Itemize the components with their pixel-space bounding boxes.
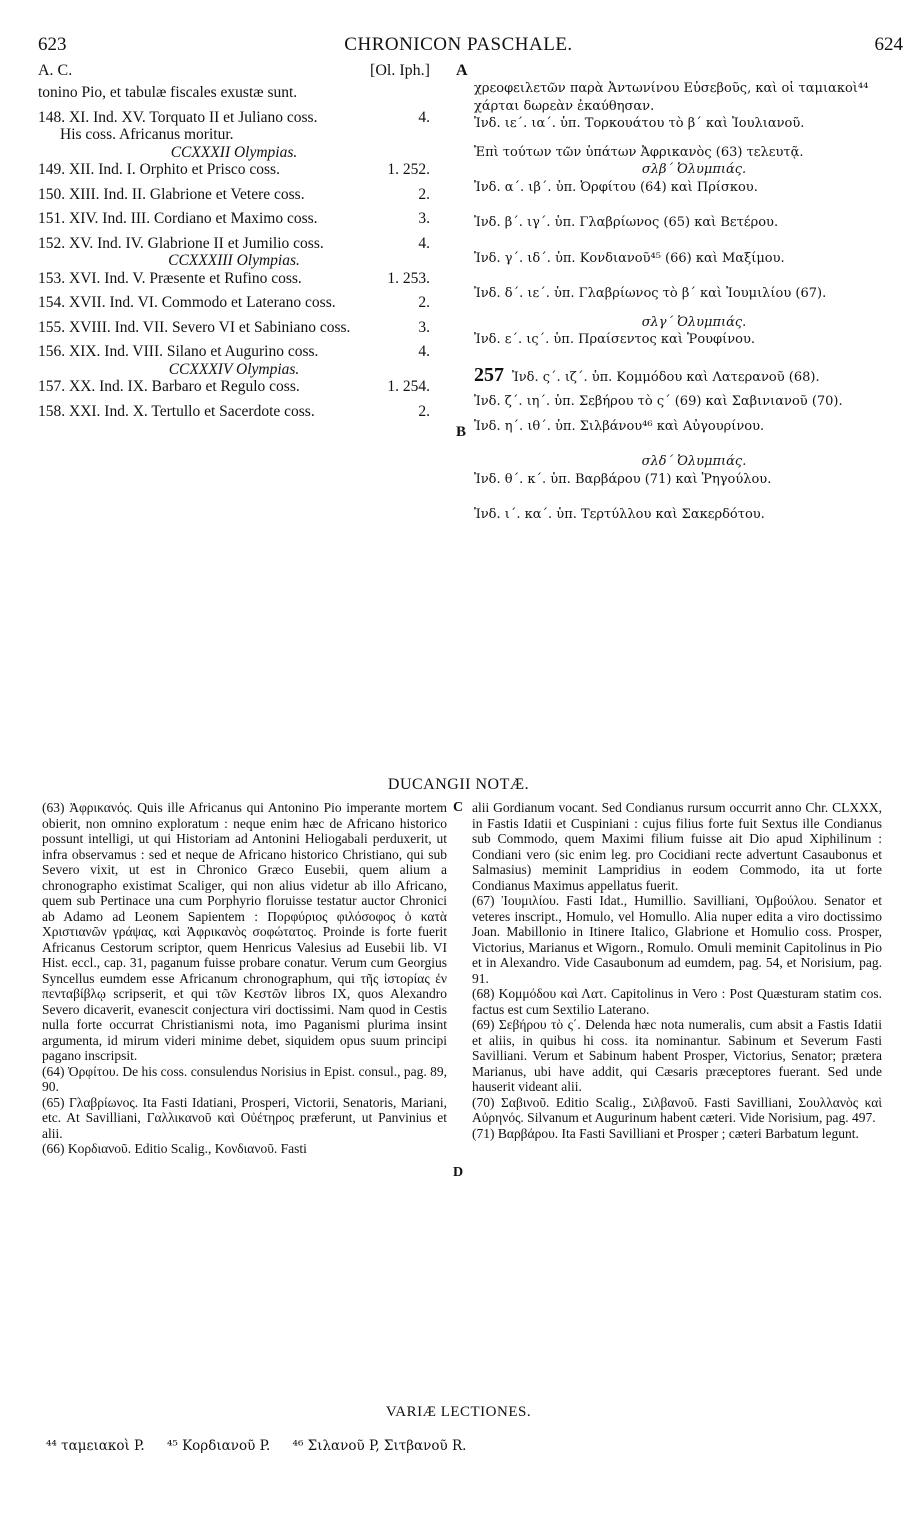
column-subheader <box>38 62 488 84</box>
latin-entry: 149. XII. Ind. I. Orphito et Prisco coss. 1. 252. <box>38 161 430 178</box>
latin-column <box>38 84 430 420</box>
latin-entry: 155. XVIII. Ind. VII. Severo VI et Sabiniano coss. 3. <box>38 318 430 336</box>
greek-line: Ἰνδ. ι΄. κα΄. ὑπ. Τερτύλλου καὶ Σακερδότου. <box>474 507 765 522</box>
note-paragraph: (63) Ἀφρικανός. Quis ille Africanus qui Antonino Pio imperante mortem obierit, non omnino exploratum : neque enim hæc de Africano historico possunt intelligi, ut qui Historiam ad Antonini Heliogabali perduxerit, ut infra observamus : sed et neque de Africano historico Christiano, qui sub Severo vixit, ut est in Chronico Græco Eusebii, quem alium a chronographo existimat Scaliger, qui non alius videtur ab illo Africano, quem sub Pertinace una cum Porphyrio floruisse testatur auctor Chronici ab Adamo ad Leonem Sapientem : Πορφύριος φιλόσοφος ὁ κατὰ Χριστιανῶν γράψας, καὶ Ἀφρικανὸς σοφώτατος. Proinde is forte fuerit Africanus Cestorum scriptor, quem Henricus Valesius ad Eusebii lib. VI Hist. eccl., cap. 31, paganum fuisse probare conatur. Verum cum Georgius Syncellus eumdem esse Africanum chronographum, qui τῆς ἱστορίας ἐν πενταβίβλῳ scripserit, et qui τῶν Κεστῶν libros IX, quos Alexandro Severo dicaverit, evanescit conjectura viri doctissimi. Nam quod in Cestis nulla forte occurrat Christianismi nota, imo Paganismi plurima insint argumenta, id mirum videri minime debet, siquidem opus suum principi pagano inscripsit. <box>42 800 447 1063</box>
page-number-left: 623 <box>38 34 67 55</box>
notes-left-column <box>42 800 447 1157</box>
note-paragraph: (64) Ὀρφίτου. De his coss. consulendus Norisius in Epist. consul., pag. 89, 90. <box>42 1063 447 1094</box>
note-paragraph: (68) Κομμόδου καὶ Λατ. Capitolinus in Vero : Post Quæsturam statim cos. factus est cum Sextilio Laterano. <box>472 986 882 1017</box>
greek-line: Ἐπὶ τούτων τῶν ὑπάτων Ἀφρικανὸς (63) τελευτᾷ. <box>474 144 804 160</box>
anno-christi-label: A. C. <box>38 62 73 79</box>
latin-entry: 151. XIV. Ind. III. Cordiano et Maximo coss. 3. <box>38 210 430 227</box>
note-paragraph: (70) Σαβινοῦ. Editio Scalig., Σιλβανοῦ. Fasti Savilliani, Σουλλανὸς καὶ Αὐρηνός. Silvanum et Augurinum habent cæteri. Vide Norisium, pag. 497. <box>472 1094 882 1125</box>
greek-line: Ἰνδ. γ΄. ιδ΄. ὑπ. Κονδιανοῦ⁴⁵ (66) καὶ Μαξίμου. <box>474 250 785 266</box>
greek-olympiad-heading: σλβ΄ Ὀλυμπιάς. <box>641 162 747 177</box>
variant-reading: ⁴⁵ Κορδιανοῦ P. <box>166 1438 271 1454</box>
running-header <box>0 34 917 58</box>
greek-line: 257 Ἰνδ. ς΄. ιζ΄. ὑπ. Κομμόδου καὶ Λατερανοῦ (68). <box>474 363 820 386</box>
greek-olympiad-heading: σλγ΄ Ὀλυμπιάς. <box>641 314 747 330</box>
note-paragraph: (67) Ἰουμιλίου. Fasti Idat., Humillio. Savilliani, Ὀμβούλου. Senator et veteres inscript., Homulo, vel Homullo. Alia nuper edita a viro doctissimo Joan. Mabillonio in Itinere Italico, Glabrione et Homulio coss. Prosper, Victorius, Marianus et Wigorn., Romulo. Omuli meminit Capitolinus in Pio et in Alexandro. Vide Casaubonum ad eumdem, pag. 54, et Norisium, pag. 91. <box>472 893 882 986</box>
page-number-right: 624 <box>874 34 903 55</box>
greek-line: Ἰνδ. θ΄. κ΄. ὑπ. Βαρβάρου (71) καὶ Ῥηγούλου. <box>474 471 772 487</box>
variant-reading: ⁴⁴ ταμειακοὶ P. <box>46 1438 145 1454</box>
greek-line: Ἰνδ. δ΄. ιε΄. ὑπ. Γλαβρίωνος τὸ β΄ καὶ Ἰουμιλίου (67). <box>474 286 827 301</box>
latin-entry: 148. XI. Ind. XV. Torquato II et Juliano coss. 4. <box>38 108 430 126</box>
latin-entry: His coss. Africanus moritur. <box>60 126 234 143</box>
variae-title: VARIÆ LECTIONES. <box>385 1404 532 1420</box>
latin-entry: 158. XXI. Ind. X. Tertullo et Sacerdote coss. 2. <box>38 402 430 420</box>
greek-column <box>474 80 914 524</box>
olympiad-heading: CCXXXIII Olympias. <box>168 252 300 269</box>
variant-reading: ⁴⁶ Σιλανοῦ P, Σιτβανοῦ R. <box>292 1438 467 1454</box>
column-number: 257 <box>474 363 504 386</box>
note-paragraph: (65) Γλαβρίωνος. Ita Fasti Idatiani, Prosperi, Victorii, Senatoris, Mariani, etc. At Savilliani, Γαλλικανοῦ καὶ Οὐέτηρος præferunt, ut Panvinius et alii. <box>42 1094 447 1141</box>
greek-olympiad-heading: σλδ΄ Ὀλυμπιάς. <box>641 454 747 469</box>
margin-marker-c: C <box>453 800 464 815</box>
latin-entry: 153. XVI. Ind. V. Præsente et Rufino coss. 1. 253. <box>38 269 430 287</box>
margin-marker-b: B <box>456 424 467 440</box>
page-title: CHRONICON PASCHALE. <box>344 34 573 55</box>
latin-entry: 157. XX. Ind. IX. Barbaro et Regulo coss. 1. 254. <box>38 378 430 395</box>
note-paragraph: (69) Σεβήρου τὸ ς΄. Delenda hæc nota numeralis, cum absit a Fastis Idatii et aliis, in quibus hi coss. ita nominantur. Sabinum et Severum Fasti Savilliani. Verum et Sabinum habent Prosper, Victorius, Senator; prætera Marianus, ubi have addit, qui Cæsaris præceptores fuerant. Sed unde hauserit videant alii. <box>472 1017 882 1094</box>
note-paragraph: (71) Βαρβάρου. Ita Fasti Savilliani et Prosper ; cæteri Barbatum legunt. <box>472 1125 859 1141</box>
olympiad-heading: CCXXXIV Olympias. <box>168 360 300 378</box>
greek-line: χρεοφειλετῶν παρὰ Ἀντωνίνου Εὐσεβοῦς, καὶ οἱ ταμιακοὶ⁴⁴ χάρται δωρεὰν ἐκαύθησαν. <box>474 81 869 114</box>
note-paragraph: (66) Κορδιανοῦ. Editio Scalig., Κονδιανοῦ. Fasti <box>42 1141 307 1156</box>
latin-entry: 152. XV. Ind. IV. Glabrione II et Jumilio coss. 4. <box>38 234 430 252</box>
olympiad-heading: CCXXXII Olympias. <box>170 143 298 161</box>
latin-entry: 150. XIII. Ind. II. Glabrione et Vetere coss. 2. <box>38 185 430 203</box>
greek-line: Ἰνδ. ε΄. ις΄. ὑπ. Πραίσεντος καὶ Ῥουφίνου. <box>474 332 756 347</box>
margin-marker-d: D <box>453 1165 464 1180</box>
notes-right-column <box>472 800 882 1141</box>
latin-intro: tonino Pio, et tabulæ fiscales exustæ sunt. <box>38 84 298 101</box>
greek-line: Ἰνδ. β΄. ιγ΄. ὑπ. Γλαβρίωνος (65) καὶ Βετέρου. <box>474 215 779 230</box>
notes-title: DUCANGII NOTÆ. <box>387 776 530 793</box>
latin-entry: 154. XVII. Ind. VI. Commodo et Laterano coss. 2. <box>38 294 430 311</box>
margin-marker-a: A <box>456 62 468 79</box>
olympiad-label: [Ol. Iph.] <box>370 62 430 79</box>
greek-line: Ἰνδ. ζ΄. ιη΄. ὑπ. Σεβήρου τὸ ς΄ (69) καὶ Σαβινιανοῦ (70). <box>474 394 843 409</box>
greek-line: Ἰνδ. η΄. ιθ΄. ὑπ. Σιλβάνου⁴⁶ καὶ Αὐγουρίνου. <box>474 418 765 434</box>
note-paragraph: alii Gordianum vocant. Sed Condianus rursum occurrit anno Chr. CLXXX, in Fastis Idatii et Cuspiniani : cujus filius forte fuit Sextus ille Condianus sub Commodo, quem Maximi filium fuisse ait Dio apud Xiphilinum : Condiani vero (sic enim leg. pro Cocidiani recte advertunt Casaubonus et Salmasius) meminit Lampridius in eodem Commodo, ita ut forte Condianus Maximus appellatus fuerit. <box>472 800 882 893</box>
variae-list <box>46 1438 906 1454</box>
greek-line: Ἰνδ. ιε΄. ια΄. ὑπ. Τορκουάτου τὸ β΄ καὶ Ἰουλιανοῦ. <box>474 116 805 131</box>
latin-entry: 156. XIX. Ind. VIII. Silano et Augurino coss. 4. <box>38 343 430 360</box>
greek-line: Ἰνδ. α΄. ιβ΄. ὑπ. Ὀρφίτου (64) καὶ Πρίσκου. <box>474 179 758 195</box>
